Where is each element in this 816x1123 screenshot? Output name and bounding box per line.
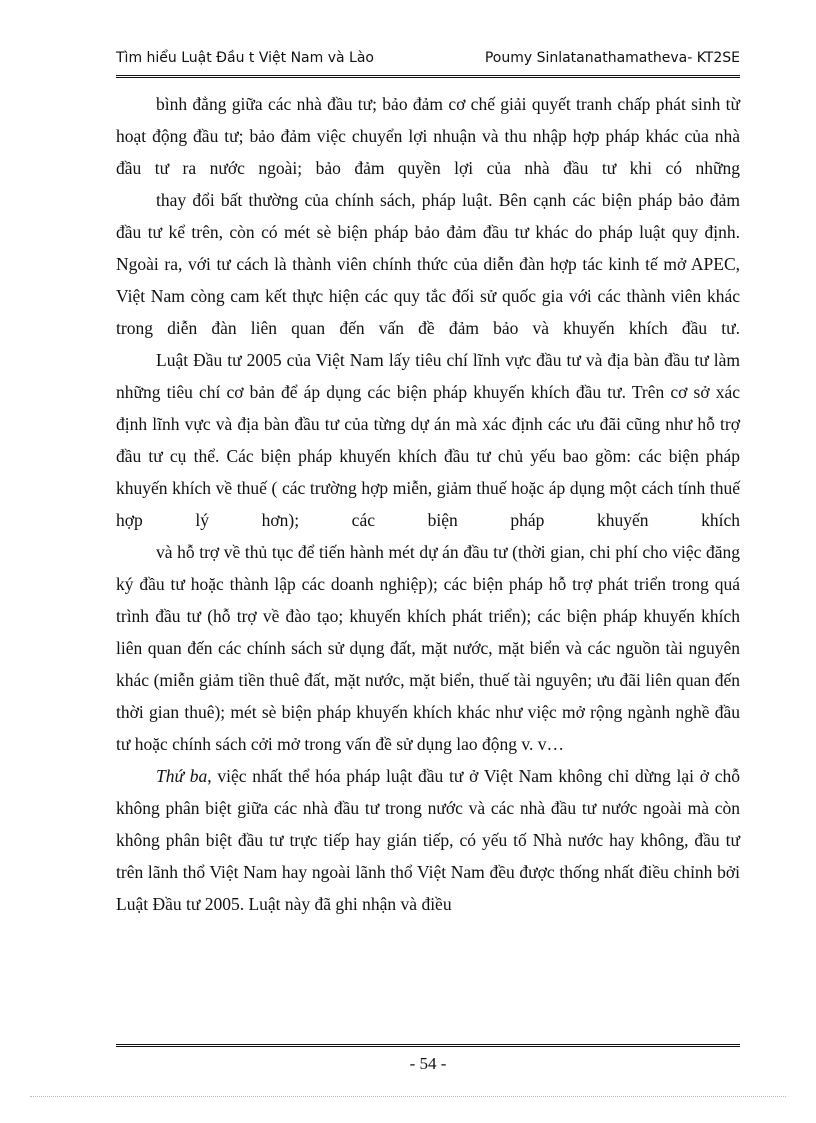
header-rule [116,75,740,78]
paragraph-5-text: , việc nhất thể hóa pháp luật đầu tư ở Việt Nam không chỉ dừng lại ở chỗ không phân biệt giữa các nhà đầu tư trong nước và các nhà đầu tư nước ngoài mà còn không phân biệt đầu tư trực tiếp hay gián tiếp, có yếu tố Nhà nước hay không, đầu tư trên lãnh thổ Việt Nam hay ngoài lãnh thổ Việt Nam đều được thống nhất điều chỉnh bởi Luật Đầu tư 2005. Luật này đã ghi nhận và điều [116,766,740,914]
paragraph-5-lead: Thứ ba [156,766,208,786]
paragraph-3: Luật Đầu tư 2005 của Việt Nam lấy tiêu chí lĩnh vực đầu tư và địa bàn đầu tư làm những tiêu chí cơ bản để áp dụng các biện pháp khuyến khích đầu tư. Trên cơ sở xác định lĩnh vực và địa bàn đầu tư của từng dự án mà xác định các ưu đãi cũng như hỗ trợ đầu tư cụ thể. Các biện pháp khuyến khích đầu tư chủ yếu bao gồm: các biện pháp khuyến khích về thuế ( các trường hợp miễn, giảm thuế hoặc áp dụng một cách tính thuế hợp lý hơn); các biện pháp khuyến khích [116,350,740,530]
page-edge-dotted-line [30,1096,786,1097]
footer-rule [116,1044,740,1047]
paragraph-5 [116,760,740,920]
header-document-title: Tìm hiểu Luật Đầu t Việt Nam và Lào [116,50,374,66]
page-header [116,50,740,72]
document-body [116,88,740,920]
paragraph-1: bình đẳng giữa các nhà đầu tư; bảo đảm cơ chế giải quyết tranh chấp phát sinh từ hoạt động đầu tư; bảo đảm việc chuyển lợi nhuận và thu nhập hợp pháp khác của nhà đầu tư ra nước ngoài; bảo đảm quyền lợi của nhà đầu tư khi có những [116,94,740,178]
page-number: - 54 - [409,1054,447,1073]
header-author: Poumy Sinlatanathamatheva- KT2SE [484,50,740,66]
paragraph-4: và hỗ trợ về thủ tục để tiến hành mét dự án đầu tư (thời gian, chi phí cho việc đăng ký đầu tư hoặc thành lập các doanh nghiệp); các biện pháp hỗ trợ phát triển trong quá trình đầu tư (hỗ trợ về đào tạo; khuyến khích phát triển); các biện pháp khuyến khích liên quan đến các chính sách sử dụng đất, mặt nước, mặt biển và các nguồn tài nguyên khác (miễn giảm tiền thuê đất, mặt nước, mặt biển, thuế tài nguyên; ưu đãi liên quan đến thời gian thuê); mét sè biện pháp khuyến khích khác như việc mở rộng ngành nghề đầu tư hoặc chính sách cởi mở trong vấn đề sử dụng lao động v. v… [116,542,740,754]
paragraph-2: thay đổi bất thường của chính sách, pháp luật. Bên cạnh các biện pháp bảo đảm đầu tư kể trên, còn có mét sè biện pháp bảo đảm đầu tư khác do pháp luật quy định. Ngoài ra, với tư cách là thành viên chính thức của diễn đàn hợp tác kinh tế mở APEC, Việt Nam còng cam kết thực hiện các quy tắc đối sử quốc gia với các thành viên khác trong diễn đàn liên quan đến vấn đề đảm bảo và khuyến khích đầu tư. [116,190,740,338]
